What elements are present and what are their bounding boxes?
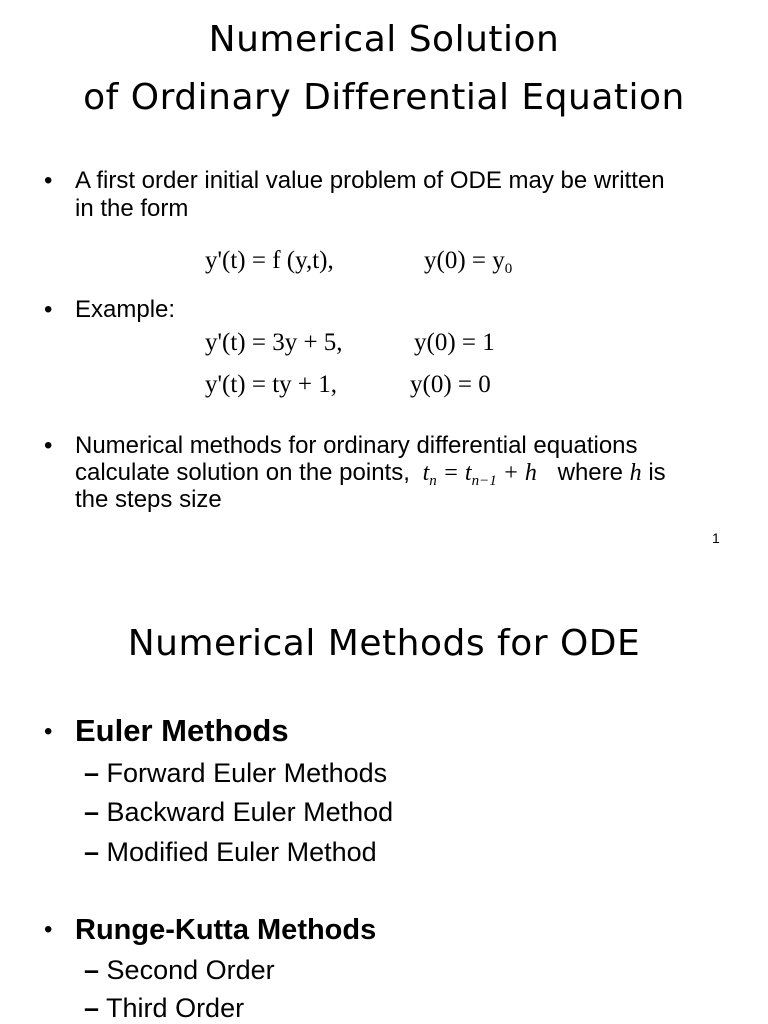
list-item-second-order: – Second Order: [84, 955, 275, 985]
bullet1-text-line1: A first order initial value problem of ODE may be written: [75, 167, 665, 194]
list-item-modified-euler: – Modified Euler Method: [84, 837, 377, 867]
bullet-euler: •: [44, 718, 53, 745]
example-equation-2: y'(t) = ty + 1,: [205, 371, 337, 398]
section-euler-methods: Euler Methods: [75, 713, 289, 748]
equation-general-ode: y'(t) = f (y,t),: [205, 247, 334, 274]
section-runge-kutta-methods: Runge-Kutta Methods: [75, 914, 377, 946]
example-equation-1: y'(t) = 3y + 5,: [205, 329, 343, 356]
bullet3-text-line2: calculate solution on the points, $t_n = t_{n-1} + h$ where h is: [75, 459, 666, 489]
list-item-backward-euler: – Backward Euler Method: [84, 797, 394, 827]
bullet1-text-line2: in the form: [75, 195, 189, 222]
list-item-forward-euler: – Forward Euler Methods: [84, 758, 388, 788]
list-item-third-order: – Third Order: [84, 993, 245, 1023]
bullet3-text-line3: the steps size: [75, 486, 222, 513]
equation-initial-condition: $y(0) = y_0$: [424, 247, 513, 277]
example-condition-2: y(0) = 0: [410, 371, 491, 398]
page-number: 1: [712, 530, 720, 546]
slide2-title: Numerical Methods for ODE: [127, 623, 641, 664]
bullet-3: •: [44, 432, 53, 459]
bullet-1: •: [44, 167, 53, 194]
slide1-title-line1: Numerical Solution: [208, 19, 560, 60]
bullet-runge-kutta: •: [44, 916, 53, 943]
bullet3-text-line1: Numerical methods for ordinary differential equations: [75, 432, 638, 459]
example-condition-1: y(0) = 1: [414, 329, 495, 356]
bullet-2: •: [44, 296, 53, 323]
bullet2-text: Example:: [75, 296, 176, 323]
slide1-title-line2: of Ordinary Differential Equation: [83, 77, 685, 118]
